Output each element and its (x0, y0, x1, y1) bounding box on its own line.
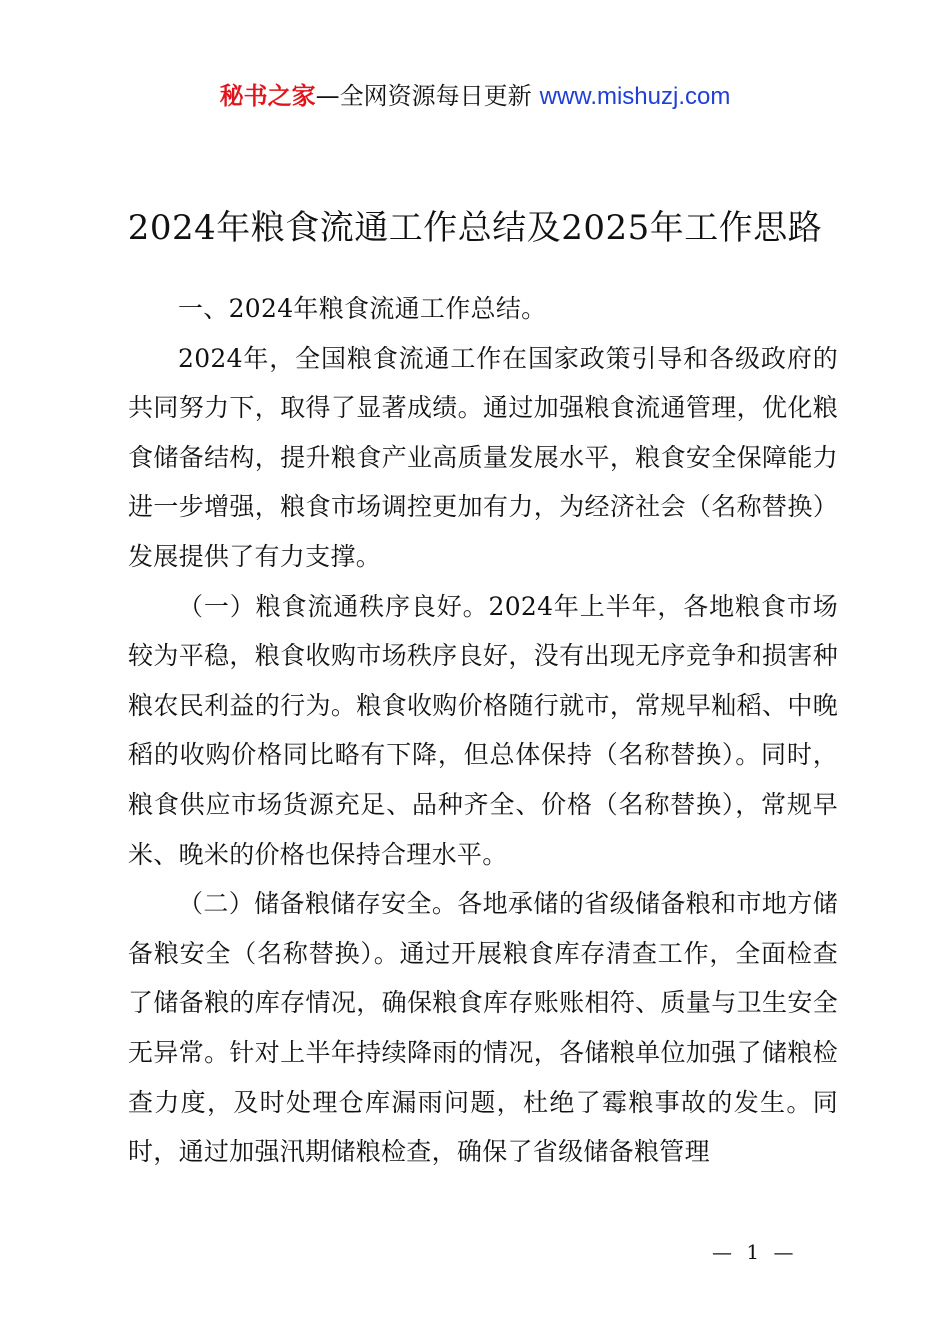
site-header (0, 80, 950, 113)
section-heading: 一、2024年粮食流通工作总结。 (178, 294, 547, 323)
body-paragraph: （一）粮食流通秩序良好。2024年上半年，各地粮食市场较为平稳，粮食收购市场秩序良好，没有出现无序竞争和损害种粮农民利益的行为。粮食收购价格随行就市，常规早籼稻、中晚稻的收购价格同比略有下降，但总体保持（名称替换）。同时，粮食供应市场货源充足、品种齐全、价格（名称替换），常规早米、晚米的价格也保持合理水平。 (128, 591, 838, 869)
document-title: 2024年粮食流通工作总结及2025年工作思路 (127, 207, 823, 248)
site-url-link[interactable]: www.mishuzj.com (539, 83, 731, 110)
site-brand: 秘书之家 (219, 82, 316, 110)
document-body (128, 284, 838, 1177)
page-number: — 1 — (712, 1240, 798, 1264)
site-tagline: —全网资源每日更新 (315, 82, 532, 110)
body-paragraph: 2024年，全国粮食流通工作在国家政策引导和各级政府的共同努力下，取得了显著成绩。通过加强粮食流通管理，优化粮食储备结构，提升粮食产业高质量发展水平，粮食安全保障能力进一步增强，粮食市场调控更加有力，为经济社会（名称替换）发展提供了有力支撑。 (128, 343, 838, 571)
body-paragraph: （二）储备粮储存安全。各地承储的省级储备粮和市地方储备粮安全（名称替换）。通过开展粮食库存清查工作，全面检查了储备粮的库存情况，确保粮食库存账账相符、质量与卫生安全无异常。针对上半年持续降雨的情况，各储粮单位加强了储粮检查力度，及时处理仓库漏雨问题，杜绝了霉粮事故的发生。同时，通过加强汛期储粮检查，确保了省级储备粮管理 (128, 889, 838, 1167)
